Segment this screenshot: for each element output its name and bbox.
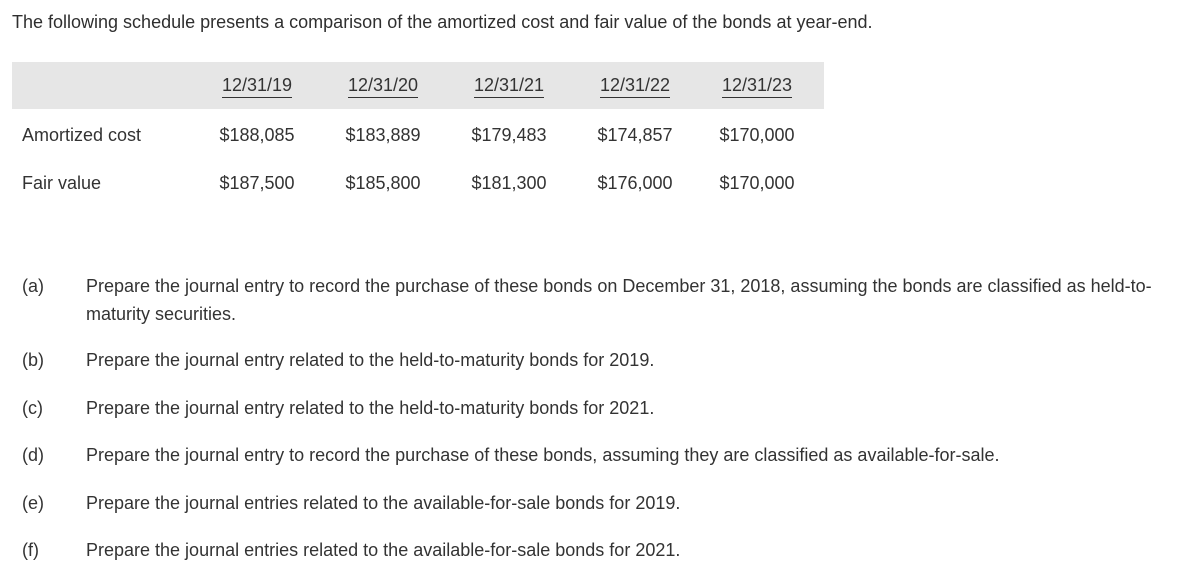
column-header: 12/31/22 <box>572 62 698 109</box>
part-text: Prepare the journal entry related to the held-to-maturity bonds for 2021. <box>86 398 655 418</box>
part-text: Prepare the journal entries related to the available-for-sale bonds for 2019. <box>86 493 681 513</box>
part-c <box>22 394 1172 422</box>
part-label: (d) <box>22 445 44 465</box>
table-cell: $176,000 <box>597 172 673 193</box>
part-f <box>22 536 1172 564</box>
table-cell: $174,857 <box>597 124 673 145</box>
table-cell: $183,889 <box>345 124 421 145</box>
intro-text: The following schedule presents a comparison of the amortized cost and fair value of the bonds at year-end. <box>12 12 873 32</box>
part-text: Prepare the journal entry to record the purchase of these bonds on December 31, 2018, assuming the bonds are classified as held-to-maturity securities. <box>86 276 1152 324</box>
table-cell: $188,085 <box>219 124 295 145</box>
column-header: 12/31/20 <box>320 62 446 109</box>
part-a <box>22 272 1172 328</box>
part-text: Prepare the journal entries related to the available-for-sale bonds for 2021. <box>86 540 681 560</box>
part-text: Prepare the journal entry related to the held-to-maturity bonds for 2019. <box>86 350 655 370</box>
column-header: 12/31/19 <box>194 62 320 109</box>
column-header: 12/31/23 <box>698 62 824 109</box>
part-label: (b) <box>22 350 44 370</box>
table-row-fair-value <box>12 159 824 207</box>
table-cell: $170,000 <box>719 124 795 145</box>
part-d <box>22 441 1172 469</box>
part-label: (a) <box>22 276 44 296</box>
table-cell: $187,500 <box>219 172 295 193</box>
part-label: (c) <box>22 398 43 418</box>
schedule-header-row <box>12 62 824 109</box>
header-blank <box>12 62 194 109</box>
table-cell: $181,300 <box>471 172 547 193</box>
table-cell: $179,483 <box>471 124 547 145</box>
column-header: 12/31/21 <box>446 62 572 109</box>
question-parts <box>22 272 1172 564</box>
table-cell: $170,000 <box>719 172 795 193</box>
row-label: Amortized cost <box>22 124 142 145</box>
part-text: Prepare the journal entry to record the purchase of these bonds, assuming they are classified as available-for-sale. <box>86 445 1000 465</box>
part-label: (e) <box>22 493 44 513</box>
part-b <box>22 346 1172 374</box>
row-label: Fair value <box>22 172 102 193</box>
part-label: (f) <box>22 540 39 560</box>
table-row-amortized-cost <box>12 109 824 159</box>
part-e <box>22 489 1172 517</box>
table-cell: $185,800 <box>345 172 421 193</box>
schedule-table <box>12 62 824 207</box>
